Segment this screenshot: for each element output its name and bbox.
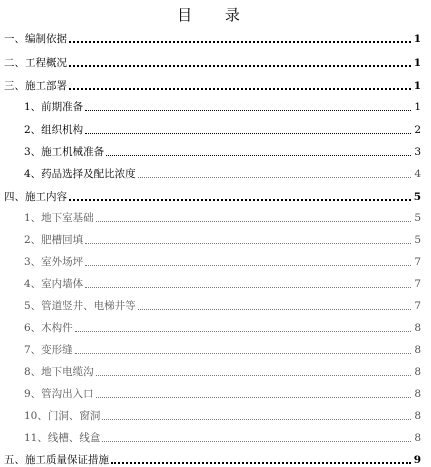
toc-leader-dots <box>138 309 411 310</box>
toc-entry-page: 5 <box>413 191 421 203</box>
toc-entry-label: 四、施工内容 <box>4 191 67 203</box>
toc-leader-dots <box>111 462 411 464</box>
toc-leader-dots <box>69 88 411 90</box>
toc-entry-shiwai-changping[interactable] <box>0 253 431 269</box>
toc-entry-shigong-neirong[interactable] <box>0 188 431 204</box>
toc-entry-page: 3 <box>414 146 421 158</box>
toc-entry-page: 7 <box>414 256 421 268</box>
toc-entry-label: 1、地下室基础 <box>24 212 94 224</box>
toc-entry-page: 4 <box>414 168 421 180</box>
toc-entry-label: 五、施工质量保证措施 <box>4 454 109 466</box>
toc-entry-label: 5、管道竖井、电梯井等 <box>24 300 136 312</box>
toc-entry-guandao-shujing[interactable] <box>0 297 431 313</box>
toc-entry-shinei-qiangti[interactable] <box>0 275 431 291</box>
toc-entry-dixiashi-jichu[interactable] <box>0 209 431 225</box>
toc-leader-dots <box>138 177 411 178</box>
toc-entry-dixia-dianlangou[interactable] <box>0 363 431 379</box>
toc-entry-page: 8 <box>414 432 421 444</box>
toc-entry-label: 3、施工机械准备 <box>24 146 105 158</box>
toc-leader-dots <box>96 397 411 398</box>
toc-leader-dots <box>75 353 411 354</box>
toc-leader-dots <box>69 65 411 67</box>
toc-entry-qianqi-zhunbei[interactable] <box>0 98 431 114</box>
toc-entry-page: 5 <box>414 212 421 224</box>
toc-entry-page: 2 <box>414 124 421 136</box>
toc-entry-page: 8 <box>414 388 421 400</box>
toc-leader-dots <box>102 441 411 442</box>
toc-entry-label: 8、地下电缆沟 <box>24 366 94 378</box>
toc-entry-label: 10、门洞、窗洞 <box>24 410 101 422</box>
toc-entry-bianzhi-yiju[interactable] <box>0 30 431 46</box>
toc-entry-label: 1、前期准备 <box>24 101 84 113</box>
toc-entry-label: 6、木构件 <box>24 322 73 334</box>
toc-entry-page: 8 <box>414 410 421 422</box>
toc-leader-dots <box>85 110 411 111</box>
toc-entry-page: 9 <box>413 454 421 466</box>
toc-entry-gongcheng-gaikuang[interactable] <box>0 54 431 70</box>
toc-entry-zhiliang-baozheng[interactable] <box>0 451 431 467</box>
toc-entry-label: 4、室内墙体 <box>24 278 84 290</box>
toc-entry-page: 1 <box>413 33 421 45</box>
toc-entry-label: 4、药品选择及配比浓度 <box>24 168 136 180</box>
toc-entry-zuzhi-jigou[interactable] <box>0 121 431 137</box>
toc-leader-dots <box>96 375 411 376</box>
toc-entry-mu-goujian[interactable] <box>0 319 431 335</box>
toc-entry-page: 5 <box>414 234 421 246</box>
toc-leader-dots <box>69 41 411 43</box>
toc-entry-page: 1 <box>414 101 421 113</box>
toc-entry-page: 8 <box>414 322 421 334</box>
toc-entry-label: 一、编制依据 <box>4 33 67 45</box>
toc-entry-feicao-huitian[interactable] <box>0 231 431 247</box>
toc-entry-page: 8 <box>414 344 421 356</box>
toc-leader-dots <box>85 243 411 244</box>
toc-entry-mendong-chuangdong[interactable] <box>0 407 431 423</box>
toc-entry-yaopin-xuanze[interactable] <box>0 165 431 181</box>
toc-entry-bianxingfeng[interactable] <box>0 341 431 357</box>
toc-leader-dots <box>102 419 411 420</box>
toc-entry-shigong-bushu[interactable] <box>0 77 431 93</box>
toc-entry-label: 三、施工部署 <box>4 80 67 92</box>
toc-leader-dots <box>85 265 411 266</box>
toc-entry-label: 7、变形缝 <box>24 344 73 356</box>
toc-leader-dots <box>85 133 411 134</box>
toc-title: 目 录 <box>177 6 254 24</box>
toc-entry-label: 二、工程概况 <box>4 57 67 69</box>
toc-entry-page: 7 <box>414 300 421 312</box>
toc-entry-shigong-jixie[interactable] <box>0 143 431 159</box>
toc-entry-guangou-churukou[interactable] <box>0 385 431 401</box>
toc-leader-dots <box>96 221 411 222</box>
toc-entry-label: 11、线槽、线盒 <box>24 432 101 444</box>
toc-entry-page: 7 <box>414 278 421 290</box>
toc-entry-label: 9、管沟出入口 <box>24 388 94 400</box>
toc-leader-dots <box>69 199 411 201</box>
toc-entry-page: 1 <box>413 80 421 92</box>
toc-entry-label: 2、肥槽回填 <box>24 234 84 246</box>
toc-leader-dots <box>106 155 411 156</box>
toc-entry-xiancao-xianhe[interactable] <box>0 429 431 445</box>
toc-entry-page: 1 <box>413 57 421 69</box>
toc-leader-dots <box>85 287 411 288</box>
toc-leader-dots <box>75 331 411 332</box>
toc-entry-label: 3、室外场坪 <box>24 256 84 268</box>
toc-entry-label: 2、组织机构 <box>24 124 84 136</box>
toc-entry-page: 8 <box>414 366 421 378</box>
